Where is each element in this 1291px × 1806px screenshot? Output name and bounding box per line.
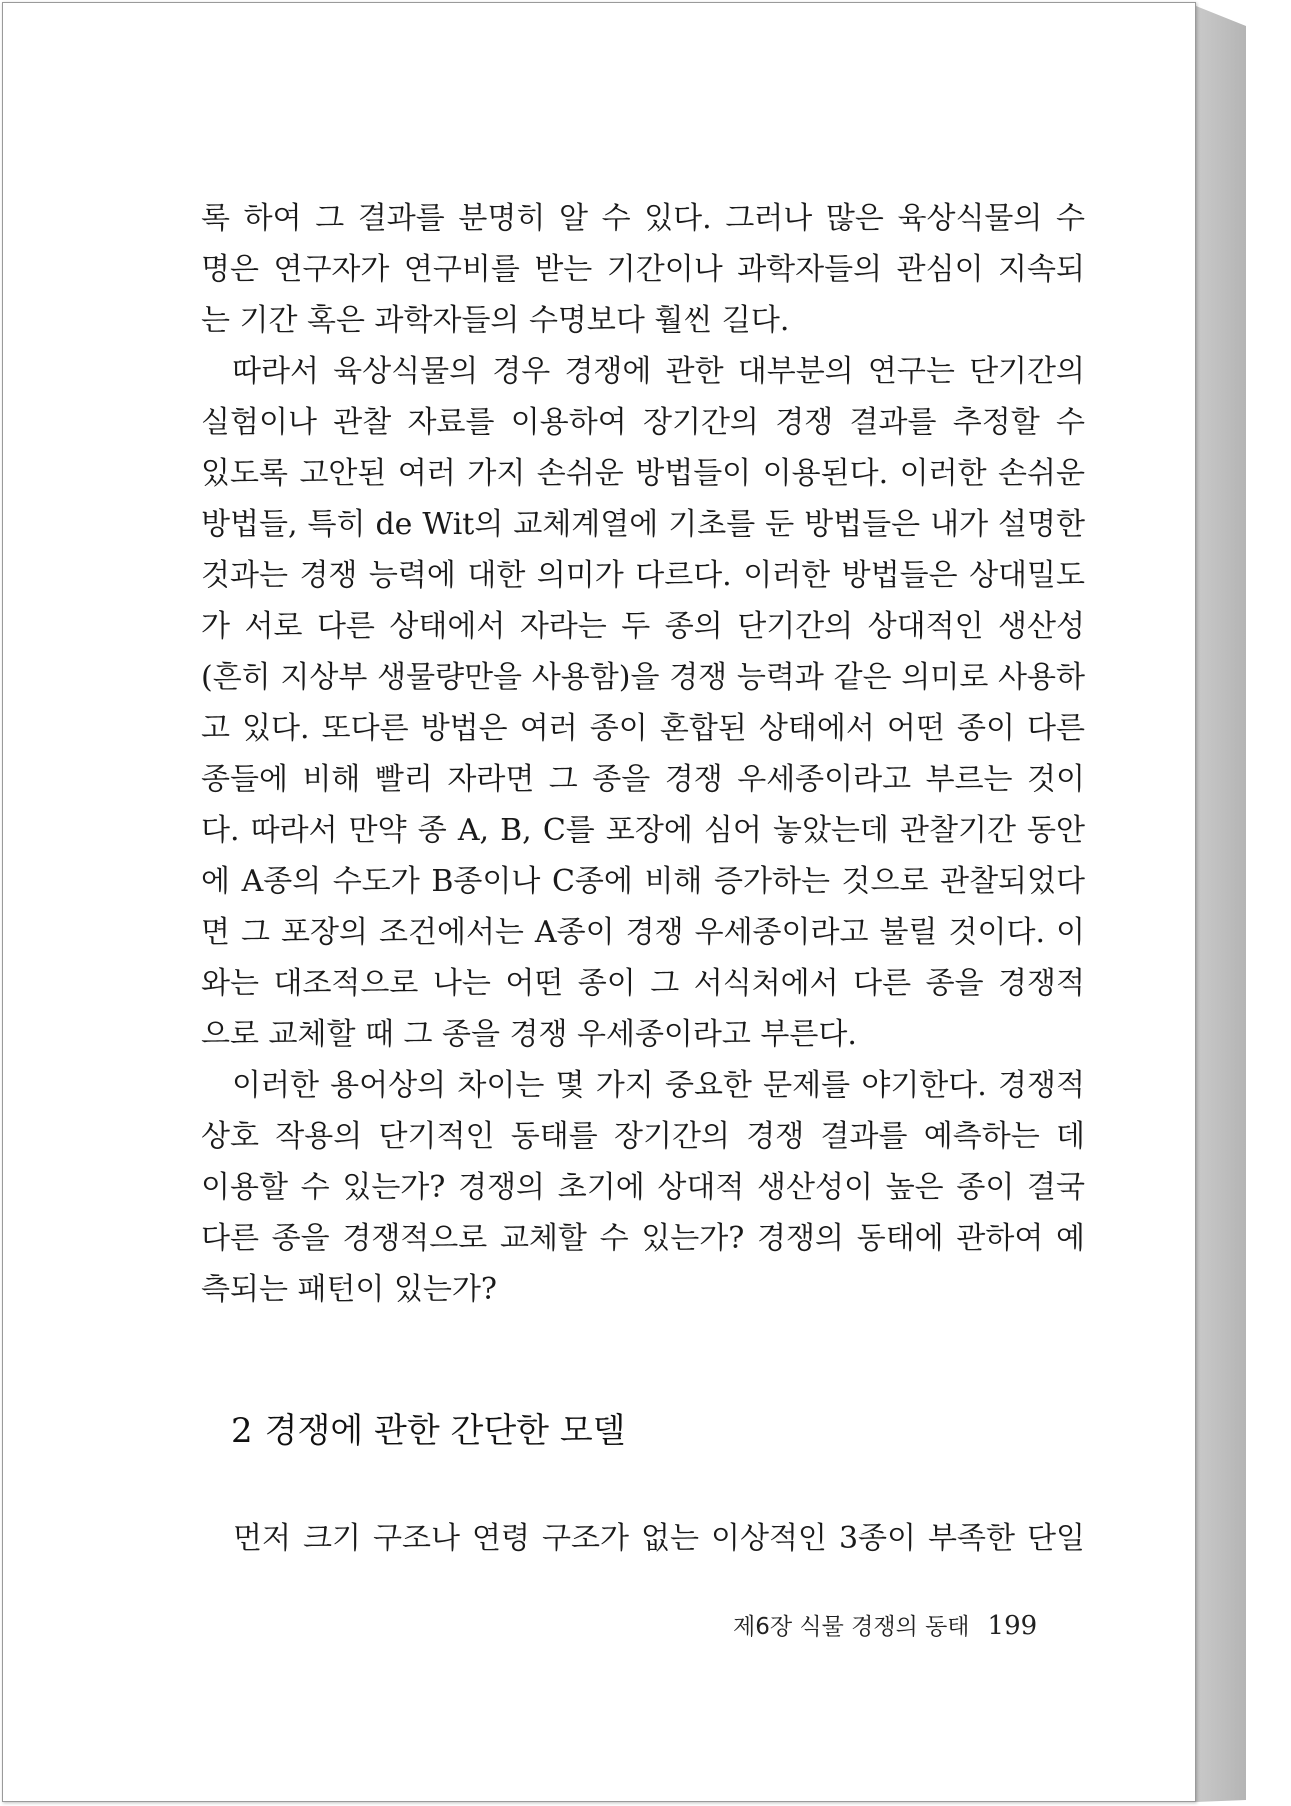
text-line: 가 서로 다른 상태에서 자라는 두 종의 단기간의 상대적인 생산성 [201, 609, 1085, 644]
paragraph-start-line: 이러한 용어상의 차이는 몇 가지 중요한 문제를 야기한다. 경쟁적 [232, 1068, 1085, 1103]
text-line: 면 그 포장의 조건에서는 A종이 경쟁 우세종이라고 불릴 것이다. 이 [201, 915, 1085, 950]
chapter-title: 제6장 식물 경쟁의 동태 [733, 1614, 970, 1640]
text-line: 실험이나 관찰 자료를 이용하여 장기간의 경쟁 결과를 추정할 수 [201, 405, 1085, 440]
text-line: 다. 따라서 만약 종 A, B, C를 포장에 심어 놓았는데 관찰기간 동안 [201, 813, 1085, 848]
text-line: (흔히 지상부 생물량만을 사용함)을 경쟁 능력과 같은 의미로 사용하 [201, 660, 1085, 695]
text-line: 이용할 수 있는가? 경쟁의 초기에 상대적 생산성이 높은 종이 결국 [201, 1170, 1085, 1205]
paragraph-start-line: 따라서 육상식물의 경우 경쟁에 관한 대부분의 연구는 단기간의 [232, 354, 1085, 389]
body-text [201, 193, 1085, 1315]
text-line: 으로 교체할 때 그 종을 경쟁 우세종이라고 부른다. [201, 1017, 857, 1052]
section-heading [231, 1403, 626, 1452]
text-line: 와는 대조적으로 나는 어떤 종이 그 서식처에서 다른 종을 경쟁적 [201, 966, 1085, 1001]
text-line: 다른 종을 경쟁적으로 교체할 수 있는가? 경쟁의 동태에 관하여 예 [201, 1221, 1085, 1256]
section-title: 경쟁에 관한 간단한 모델 [264, 1411, 626, 1451]
section-number: 2 [231, 1411, 253, 1451]
text-line: 에 A종의 수도가 B종이나 C종에 비해 증가하는 것으로 관찰되었다 [201, 864, 1085, 899]
running-footer [733, 1608, 1037, 1641]
text-line: 측되는 패턴이 있는가? [201, 1272, 497, 1307]
book-edge [1196, 6, 1246, 1802]
text-line: 종들에 비해 빨리 자라면 그 종을 경쟁 우세종이라고 부르는 것이 [201, 762, 1085, 797]
section-first-line: 먼저 크기 구조나 연령 구조가 없는 이상적인 3종이 부족한 단일 [233, 1521, 1085, 1556]
text-line: 록 하여 그 결과를 분명히 알 수 있다. 그러나 많은 육상식물의 수 [201, 201, 1085, 236]
text-line: 고 있다. 또다른 방법은 여러 종이 혼합된 상태에서 어떤 종이 다른 [201, 711, 1085, 746]
text-line: 상호 작용의 단기적인 동태를 장기간의 경쟁 결과를 예측하는 데 [201, 1119, 1085, 1154]
text-line: 명은 연구자가 연구비를 받는 기간이나 과학자들의 관심이 지속되 [201, 252, 1085, 287]
text-line: 는 기간 혹은 과학자들의 수명보다 훨씬 길다. [201, 303, 790, 338]
page-number: 199 [987, 1611, 1038, 1641]
text-line: 있도록 고안된 여러 가지 손쉬운 방법들이 이용된다. 이러한 손쉬운 [201, 456, 1085, 491]
book-page [2, 2, 1196, 1802]
text-line: 방법들, 특히 de Wit의 교체계열에 기초를 둔 방법들은 내가 설명한 [201, 507, 1085, 542]
text-line: 것과는 경쟁 능력에 대한 의미가 다르다. 이러한 방법들은 상대밀도 [201, 558, 1085, 593]
